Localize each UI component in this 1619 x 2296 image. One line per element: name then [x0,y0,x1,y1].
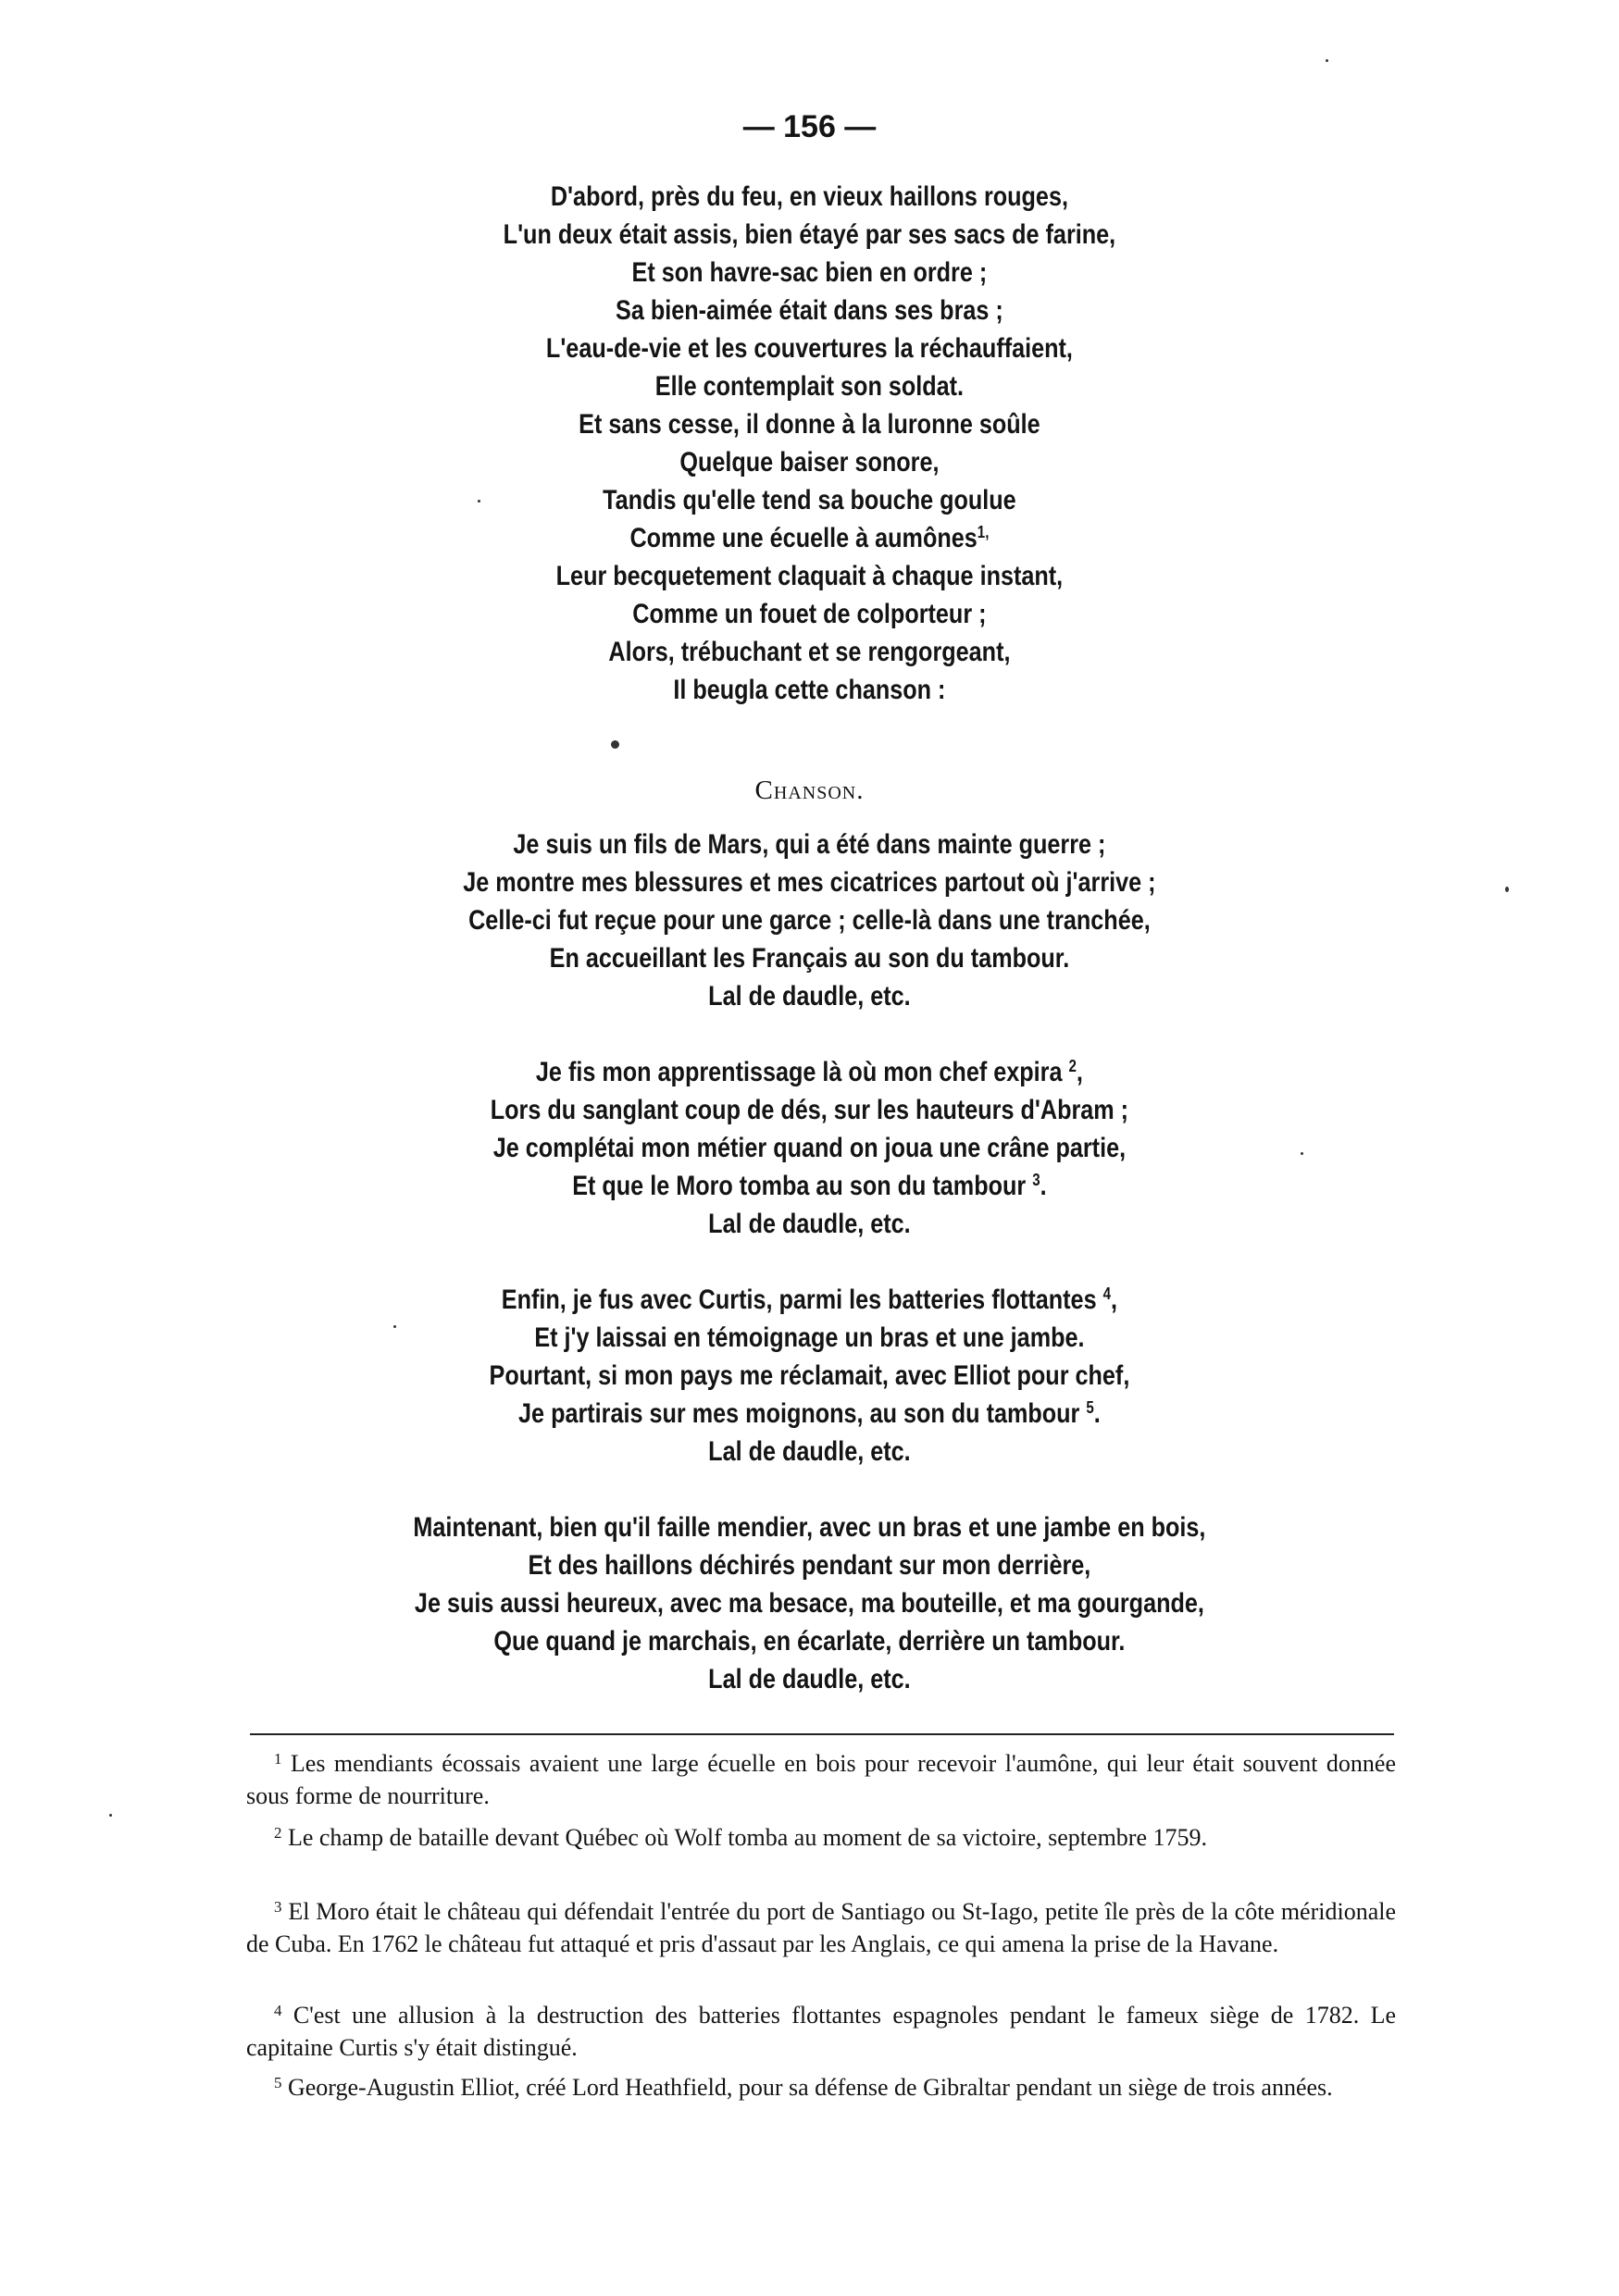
verse-text: Comme une écuelle à aumônes [629,523,978,553]
song-stanza-1 [130,825,1489,1015]
verse-line: Leur becquetement claquait à chaque instant, [555,561,1064,591]
verse-line: Tandis qu'elle tend sa bouche goulue [603,485,1016,515]
verse-line: Alors, trébuchant et se rengorgeant, [608,637,1011,667]
song-stanza-3 [130,1281,1489,1471]
verse-line: Comme un fouet de colporteur ; [632,599,987,629]
refrain-line: Lal de daudle, etc. [708,1664,911,1694]
refrain-line: Lal de daudle, etc. [708,981,911,1011]
verse-text: Je fis mon apprentissage là où mon chef expira [535,1057,1063,1087]
scan-speck [1301,1152,1303,1155]
scan-speck [109,1814,112,1817]
footnote-marker: 5 [1086,1398,1094,1417]
verse-punct: . [1040,1171,1047,1201]
song-stanza-2 [130,1053,1489,1243]
verse-line [130,519,1489,557]
verse-line: Celle-ci fut reçue pour une garce ; celle-là dans une tranchée, [468,905,1151,936]
verse-line: Et des haillons déchirés pendant sur mon derrière, [528,1550,1091,1581]
verse-line: Pourtant, si mon pays me réclamait, avec Elliot pour chef, [489,1360,1130,1391]
footnote-text: El Moro était le château qui défendait l'entrée du port de Santiago ou St-Iago, petite île près de la côte méridionale de Cuba. En 1762 le château fut attaqué et pris d'assaut par les Anglais, ce qui amena la prise de la Havane. [246,1898,1396,1957]
verse-line: Elle contemplait son soldat. [654,371,965,402]
song-stanza-4 [130,1508,1489,1698]
footnote-3 [246,1897,1396,1959]
scan-speck [1505,887,1509,892]
footnote-text: George-Augustin Elliot, créé Lord Heathfield, pour sa défense de Gibraltar pendant un siège de trois années. [287,2074,1333,2101]
footnote-text: Le champ de bataille devant Québec où Wolf tomba au moment de sa victoire, septembre 1759. [287,1824,1207,1851]
verse-line: Et son havre-sac bien en ordre ; [631,257,988,288]
verse-punct: , [1111,1285,1118,1315]
verse-line: Je suis un fils de Mars, qui a été dans mainte guerre ; [513,829,1106,860]
verse-line: Que quand je marchais, en écarlate, derrière un tambour. [493,1626,1126,1657]
verse-line: Sa bien-aimée était dans ses bras ; [616,295,1003,326]
footnote-number: 4 [274,2002,282,2019]
footnote-divider [250,1733,1394,1735]
intro-stanza [130,178,1489,709]
verse-text: Enfin, je fus avec Curtis, parmi les batteries flottantes [501,1285,1097,1315]
verse-line: Lors du sanglant coup de dés, sur les hauteurs d'Abram ; [490,1095,1129,1125]
verse-line: Je suis aussi heureux, avec ma besace, ma bouteille, et ma gourgande, [414,1588,1204,1619]
verse-line: Et j'y laissai en témoignage un bras et une jambe. [534,1322,1085,1353]
verse-line: Et sans cesse, il donne à la luronne soûle [579,409,1040,440]
footnote-marker: 1, [977,523,990,541]
footnote-marker: 3 [1032,1171,1040,1189]
scan-speck [1326,59,1328,62]
verse-line [130,1395,1489,1433]
scan-speck [478,500,480,503]
verse-text: Je partirais sur mes moignons, au son du tambour [518,1398,1080,1429]
verse-punct: . [1093,1398,1101,1429]
footnote-4 [246,2001,1396,2063]
verse-line: Je montre mes blessures et mes cicatrices partout où j'arrive ; [463,867,1156,898]
verse-line [130,1053,1489,1091]
footnote-number: 3 [274,1898,282,1916]
refrain-line: Lal de daudle, etc. [708,1436,911,1467]
refrain-line: Lal de daudle, etc. [708,1209,911,1239]
footnote-number: 2 [274,1824,282,1842]
page-number: — 156 — [742,109,877,144]
verse-line: D'abord, près du feu, en vieux haillons rouges, [550,181,1068,212]
footnote-5 [246,2073,1396,2105]
verse-line: Il beugla cette chanson : [673,675,946,705]
song-title: Chanson. [754,776,865,805]
verse-line: Maintenant, bien qu'il faille mendier, avec un bras et une jambe en bois, [413,1512,1206,1543]
scan-speck [393,1325,396,1328]
verse-line: En accueillant les Français au son du tambour. [549,943,1070,974]
footnote-2 [246,1823,1396,1855]
verse-line: L'un deux était assis, bien étayé par ses sacs de farine, [503,219,1116,250]
footnote-number: 1 [274,1750,282,1768]
footnote-marker: 4 [1102,1285,1112,1303]
verse-line: Je complétai mon métier quand on joua une crâne partie, [492,1133,1127,1163]
verse-line: Quelque baiser sonore, [679,447,940,478]
footnote-1 [246,1749,1396,1811]
footnote-text: C'est une allusion à la destruction des batteries flottantes espagnoles pendant le fameux siège de 1782. Le capitaine Curtis s'y était distingué. [246,2002,1397,2061]
verse-punct: , [1076,1057,1083,1087]
verse-line [130,1281,1489,1319]
verse-line [130,1167,1489,1205]
footnote-marker: 2 [1068,1057,1077,1075]
verse-line: L'eau-de-vie et les couvertures la réchauffaient, [545,333,1073,364]
footnote-number: 5 [274,2074,282,2091]
scan-speck [611,740,619,749]
footnote-text: Les mendiants écossais avaient une large écuelle en bois pour recevoir l'aumône, qui leur était souvent donnée sous forme de nourriture. [246,1750,1397,1809]
verse-text: Et que le Moro tomba au son du tambour [572,1171,1027,1201]
